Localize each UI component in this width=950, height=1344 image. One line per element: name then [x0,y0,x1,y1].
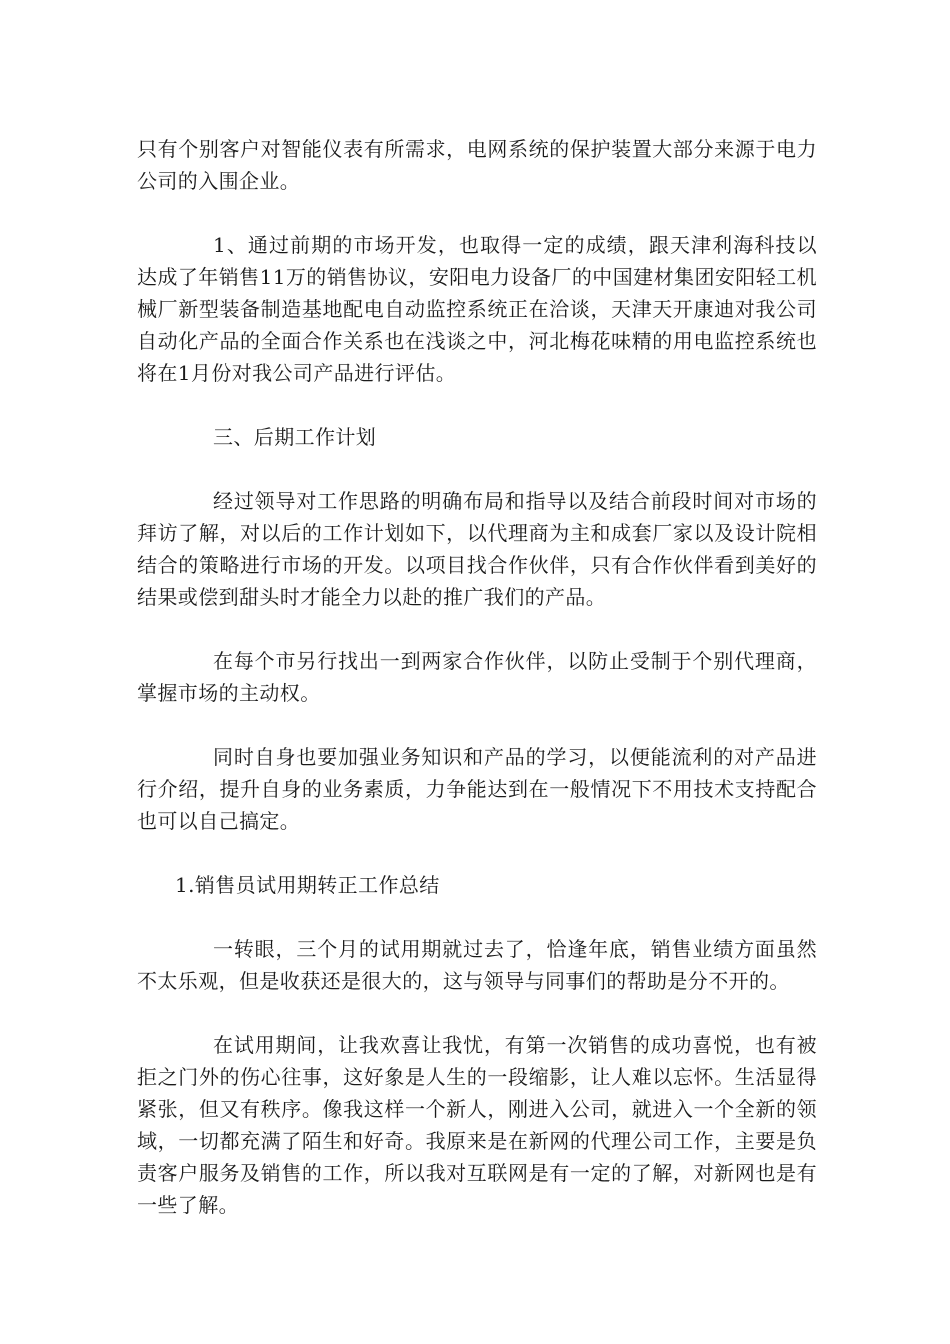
paragraph-continuation: 只有个别客户对智能仪表有所需求，电网系统的保护装置大部分来源于电力公司的入围企业。 [137,137,817,193]
paragraph-market-development: 1、通过前期的市场开发，也取得一定的成绩，跟天津利海科技以达成了年销售11万的销售协议，安阳电力设备厂的中国建材集团安阳轻工机械厂新型装备制造基地配电自动监控系统正在洽谈，天津天开康迪对我公司自动化产品的全面合作关系也在浅谈之中，河北梅花味精的用电监控系统也将在1月份对我公司产品进行评估。 [137,233,817,385]
paragraph-probation-intro: 一转眼，三个月的试用期就过去了，恰逢年底，销售业绩方面虽然不太乐观，但是收获还是很大的，这与领导与同事们的帮助是分不开的。 [137,937,817,993]
section-heading-probation-summary: 1.销售员试用期转正工作总结 [175,873,440,897]
paragraph-work-plan: 经过领导对工作思路的明确布局和指导以及结合前段时间对市场的拜访了解，对以后的工作计划如下，以代理商为主和成套厂家以及设计院相结合的策略进行市场的开发。以项目找合作伙伴，只有合作伙伴看到美好的结果或偿到甜头时才能全力以赴的推广我们的产品。 [137,489,817,609]
document-body [137,133,817,1221]
section-heading-work-plan: 三、后期工作计划 [213,425,377,449]
paragraph-probation-experience: 在试用期间，让我欢喜让我忧，有第一次销售的成功喜悦，也有被拒之门外的伤心往事，这好象是人生的一段缩影，让人难以忘怀。生活显得紧张，但又有秩序。像我这样一个新人，刚进入公司，就进入一个全新的领域，一切都充满了陌生和好奇。我原来是在新网的代理公司工作，主要是负责客户服务及销售的工作，所以我对互联网是有一定的了解，对新网也是有一些了解。 [137,1033,817,1217]
paragraph-partners: 在每个市另行找出一到两家合作伙伴，以防止受制于个别代理商，掌握市场的主动权。 [137,649,817,705]
paragraph-self-improvement: 同时自身也要加强业务知识和产品的学习，以便能流利的对产品进行介绍，提升自身的业务素质，力争能达到在一般情况下不用技术支持配合也可以自己搞定。 [137,745,817,833]
